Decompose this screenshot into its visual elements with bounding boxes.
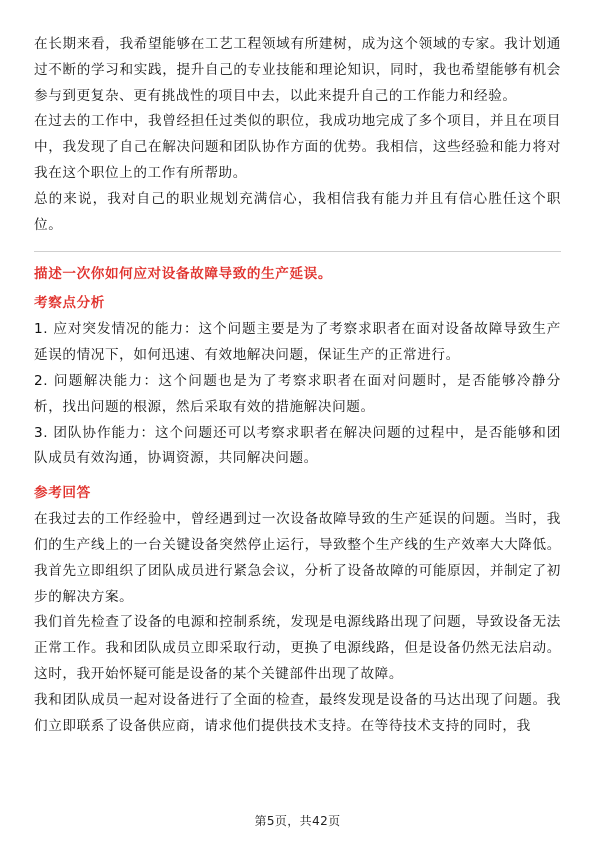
intro-paragraph: 总的来说，我对自己的职业规划充满信心，我相信我有能力并且有信心胜任这个职位。 — [34, 190, 561, 233]
analysis-item: 1. 应对突发情况的能力：这个问题主要是为了考察求职者在面对设备故障导致生产延误的情况下，如何迅速、有效地解决问题，保证生产的正常进行。 — [34, 321, 561, 364]
answer-paragraph: 我和团队成员一起对设备进行了全面的检查，最终发现是设备的马达出现了问题。我们立即联系了设备供应商，请求他们提供技术支持。在等待技术支持的同时，我 — [34, 691, 561, 734]
intro-section — [34, 32, 561, 238]
answer-paragraph: 在我过去的工作经验中，曾经遇到过一次设备故障导致的生产延误的问题。当时，我们的生产线上的一台关键设备突然停止运行，导致整个生产线的生产效率大大降低。我首先立即组织了团队成员进行紧急会议，分析了设备故障的可能原因，并制定了初步的解决方案。 — [34, 511, 561, 605]
page-number: 第5页，共42页 — [254, 814, 341, 828]
answer-heading: 参考回答 — [34, 485, 91, 502]
answer-paragraph: 我们首先检查了设备的电源和控制系统，发现是电源线路出现了问题，导致设备无法正常工作。我和团队成员立即采取行动，更换了电源线路，但是设备仍然无法启动。这时，我开始怀疑可能是设备的某个关键部件出现了故障。 — [34, 614, 561, 682]
analysis-heading: 考察点分析 — [34, 295, 105, 312]
section-divider — [34, 251, 561, 252]
question-title: 描述一次你如何应对设备故障导致的生产延误。 — [34, 266, 333, 283]
answer-section — [34, 482, 561, 739]
analysis-item: 2. 问题解决能力：这个问题也是为了考察求职者在面对问题时，是否能够冷静分析，找出问题的根源，然后采取有效的措施解决问题。 — [34, 372, 561, 415]
intro-paragraph: 在过去的工作中，我曾经担任过类似的职位，我成功地完成了多个项目，并且在项目中，我发现了自己在解决问题和团队协作方面的优势。我相信，这些经验和能力将对我在这个职位上的工作有所帮助。 — [34, 113, 561, 181]
intro-paragraph: 在长期来看，我希望能够在工艺工程领域有所建树，成为这个领域的专家。我计划通过不断的学习和实践，提升自己的专业技能和理论知识，同时，我也希望能够有机会参与到更复杂、更有挑战性的项目中去，以此来提升自己的工作能力和经验。 — [34, 36, 561, 104]
analysis-item: 3. 团队协作能力：这个问题还可以考察求职者在解决问题的过程中，是否能够和团队成员有效沟通，协调资源，共同解决问题。 — [34, 424, 561, 467]
analysis-section — [34, 292, 561, 472]
page-content — [34, 32, 561, 739]
